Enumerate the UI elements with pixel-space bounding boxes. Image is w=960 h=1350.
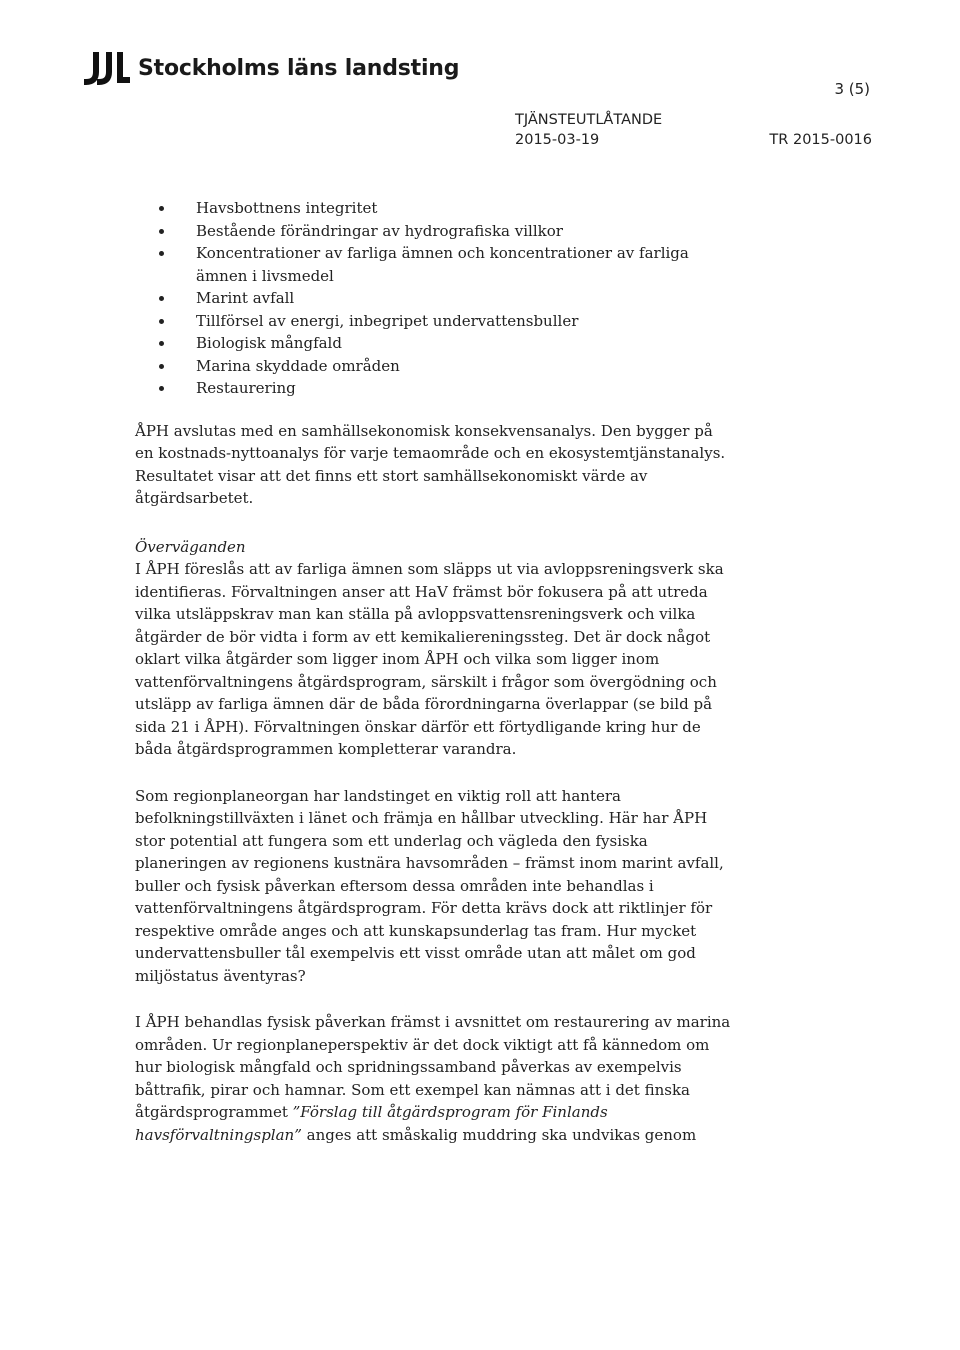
document-date: 2015-03-19 — [515, 132, 600, 148]
page-number: 3 (5) — [834, 80, 870, 98]
document-reference: TR 2015-0016 — [769, 132, 872, 148]
paragraph-considerations: I ÅPH föreslås att av farliga ämnen som släpps ut via avloppsreningsverk ska identifieras. Förvaltningen anser att HaV främst bör fokusera på att utreda vilka utsläppskrav man kan ställa på avloppsvattensreningsverk och vilka åtgärder de bör vidta i form av ett kemikaliereningssteg. Det är dock något oklart vilka åtgärder som ligger inom ÅPH och vilka som ligger inom vattenförvaltningens åtgärdsprogram, särskilt i frågor som övergödning och utsläpp av farliga ämnen där de båda förordningarna överlappar (se bild på sida 21 i ÅPH). Förvaltningen önskar därför ett förtydligande kring hur de båda åtgärdsprogrammen kompletterar varandra. — [135, 560, 724, 758]
section-heading: Överväganden — [135, 537, 246, 556]
paragraph-text: anges att småskalig muddring ska undvikas genom — [301, 1125, 697, 1144]
list-item: Tillförsel av energi, inbegripet undervattensbuller — [159, 310, 735, 333]
paragraph-regional-planning: Som regionplaneorgan har landstinget en viktig roll att hantera befolkningstillväxten i länet och främja en hållbar utveckling. Här har ÅPH stor potential att fungera som ett underlag och vägleda den fysiska planeringen av regionens kustnära havsområden – främst inom marint avfall, buller och fysisk påverkan eftersom dessa områden inte behandlas i vattenförvaltningens åtgärdsprogram. För detta krävs dock att riktlinjer för respektive område anges och att kunskapsunderlag tas fram. Hur mycket undervattensbuller tål exempelvis ett visst område utan att målet om god miljöstatus äventyras? — [135, 786, 724, 985]
list-item: Havsbottnens integritet — [159, 197, 735, 220]
cited-document-title: ”Förslag till åtgärdsprogram för Finlands havsförvaltningsplan” — [135, 1103, 608, 1144]
header-logo — [82, 50, 459, 86]
document-type: TJÄNSTEUTLÅTANDE — [515, 112, 663, 128]
topic-bullet-list — [135, 197, 735, 400]
landsting-logo-icon — [82, 50, 132, 86]
list-item: Biologisk mångfald — [159, 332, 735, 355]
list-item: Bestående förändringar av hydrografiska villkor — [159, 220, 735, 243]
paragraph-analysis: ÅPH avslutas med en samhällsekonomisk konsekvensanalys. Den bygger på en kostnads-nyttoanalys för varje temaområde och en ekosystemtjänstanalys. Resultatet visar att det finns ett stort samhällsekonomiskt värde av åtgärdsarbetet. — [135, 421, 726, 507]
document-body — [135, 197, 735, 1146]
organization-name: Stockholms läns landsting — [138, 55, 460, 81]
paragraph-text: I ÅPH behandlas fysisk påverkan främst i avsnittet om restaurering av marina områden. Ur regionplaneperspektiv är det dock viktigt att få kännedom om hur biologisk mångfald och spridningssamband påverkas av exempelvis båttrafik, pirar och hamnar. Som ett exempel kan nämnas att i det finska åtgärdsprogrammet — [135, 1013, 731, 1121]
list-item: Marina skyddade områden — [159, 355, 735, 378]
list-item: Marint avfall — [159, 287, 735, 310]
list-item: Restaurering — [159, 377, 735, 400]
paragraph-physical-impact — [135, 1011, 735, 1146]
list-item: Koncentrationer av farliga ämnen och koncentrationer av farliga ämnen i livsmedel — [159, 242, 735, 287]
